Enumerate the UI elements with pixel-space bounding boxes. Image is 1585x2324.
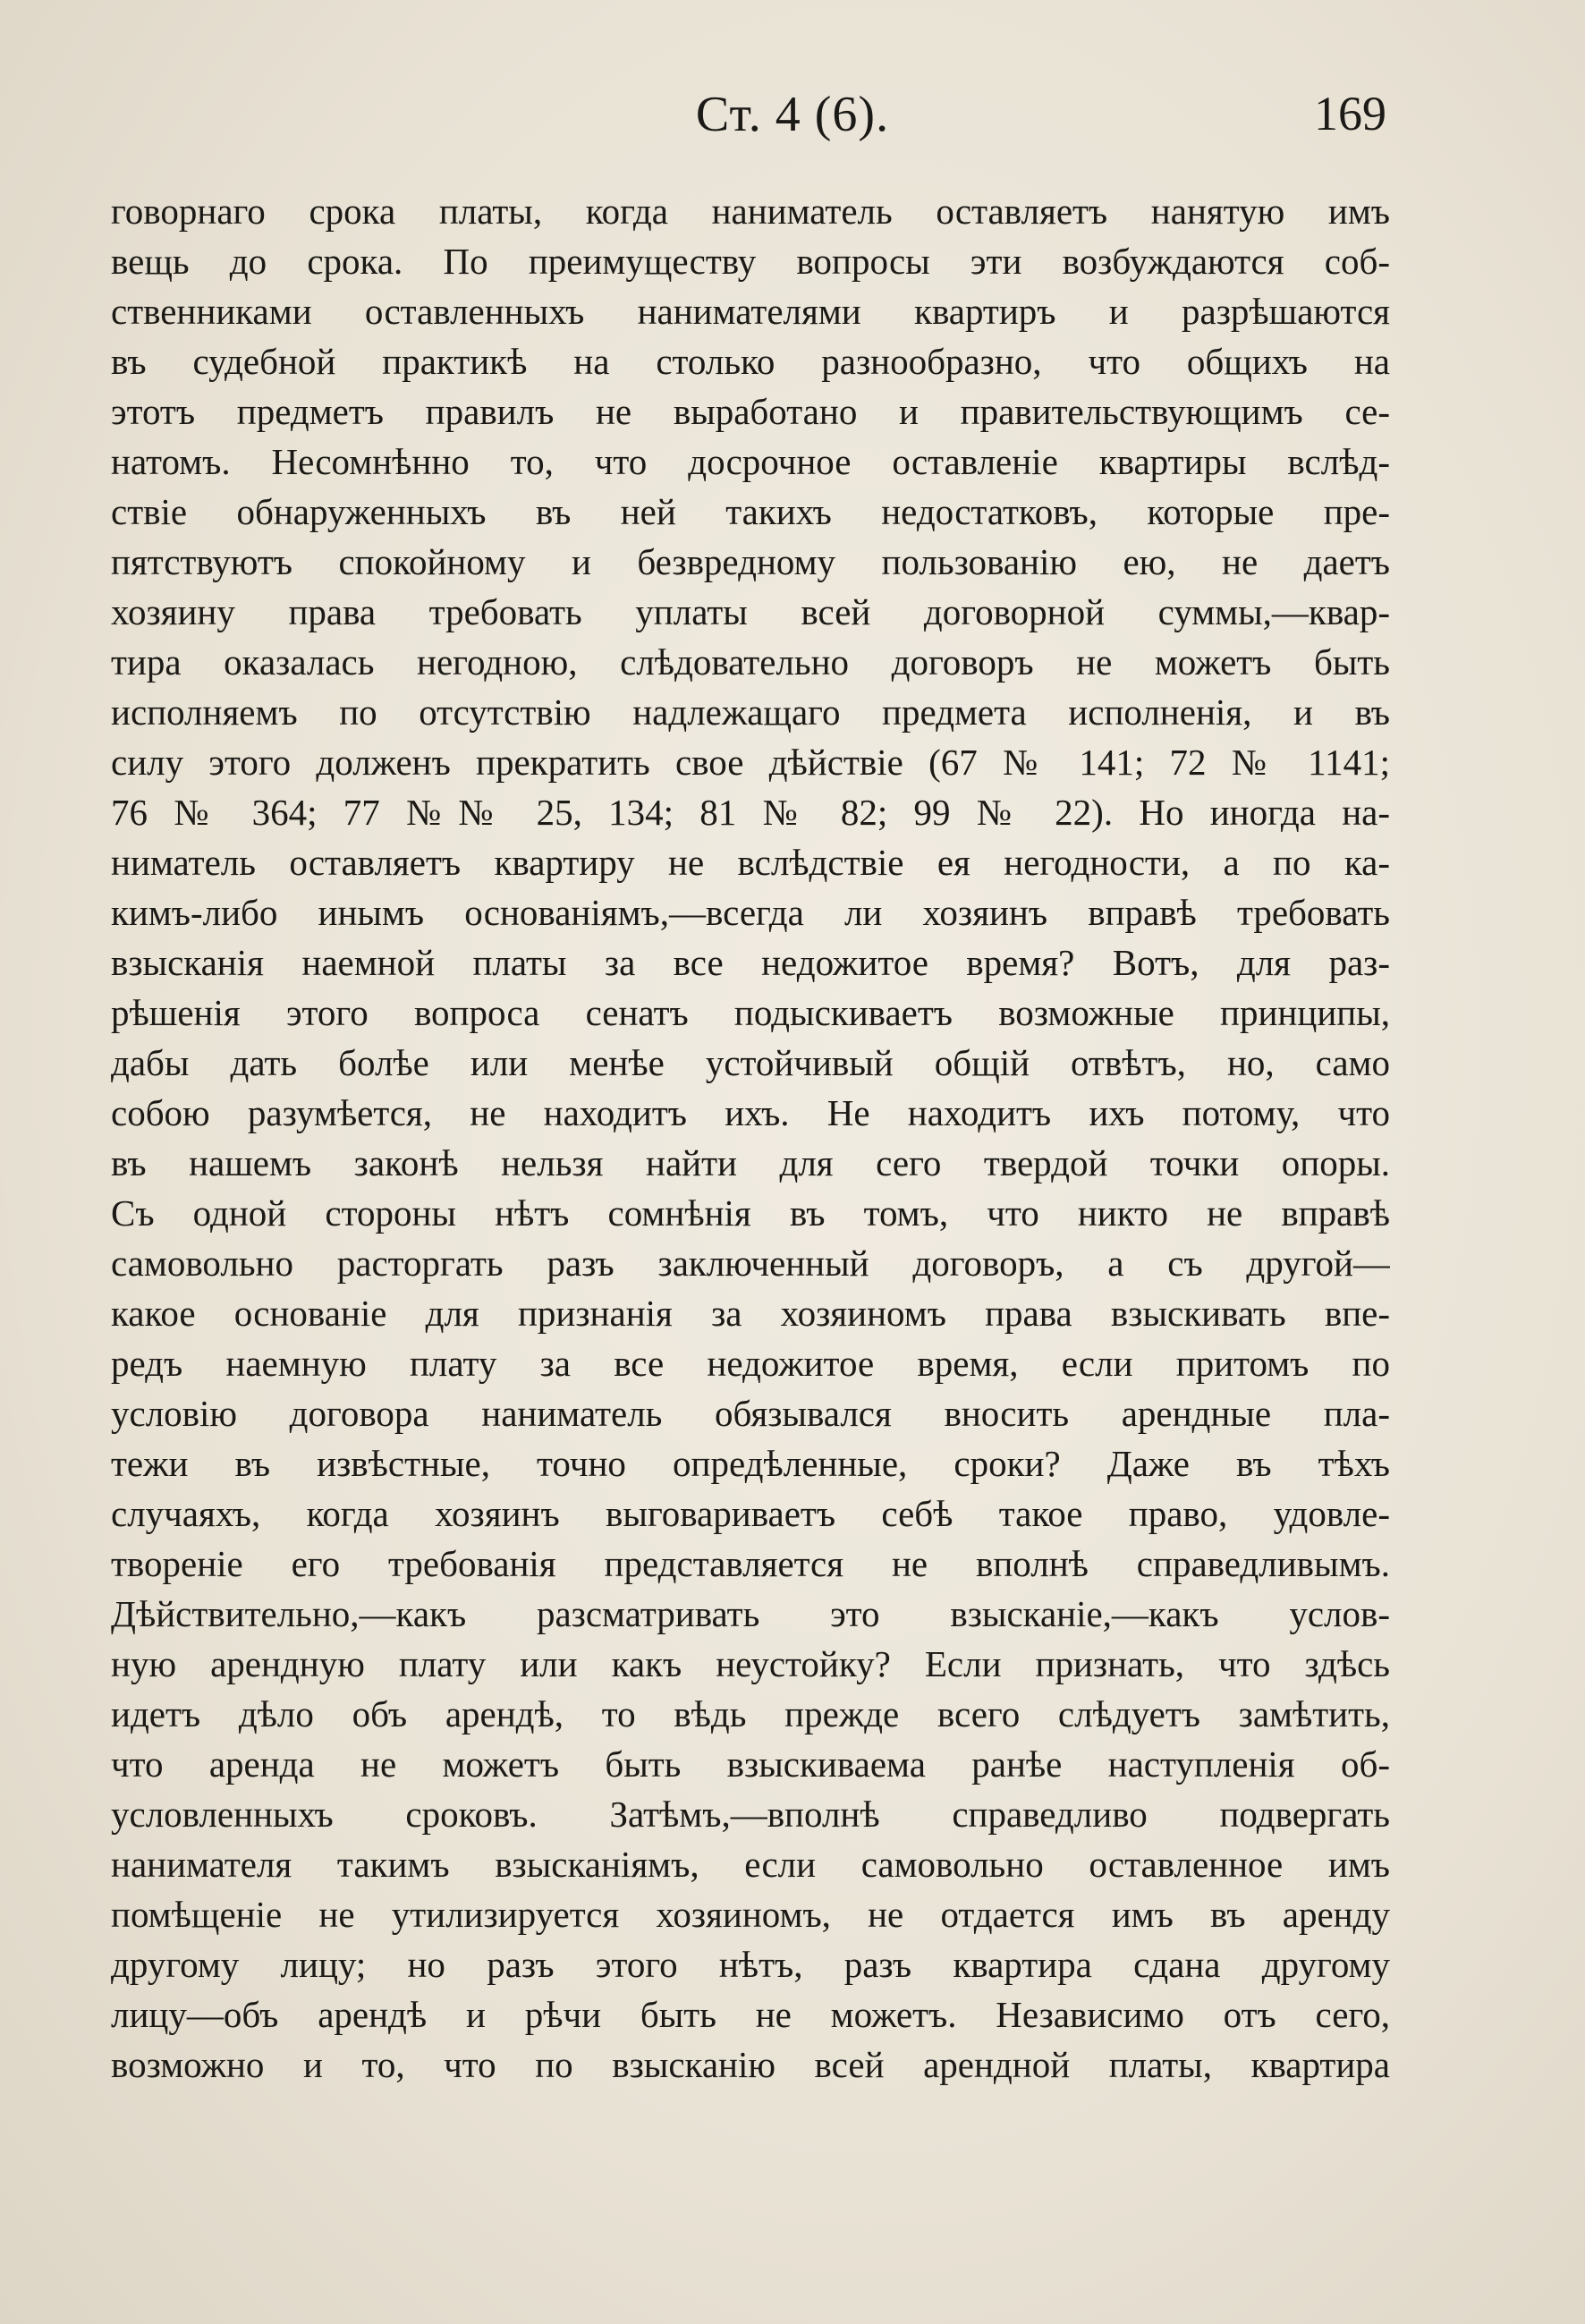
text-line: Съ одной стороны нѣтъ сомнѣнія въ томъ, что никто не вправѣ xyxy=(111,1192,1390,1234)
text-line: говорнаго срока платы, когда наниматель оставляетъ нанятую имъ xyxy=(111,191,1390,232)
text-line: рѣшенія этого вопроса сенатъ подыскиваетъ возможные принципы, xyxy=(111,992,1390,1033)
text-line: кимъ-либо инымъ основаніямъ,—всегда ли хозяинъ вправѣ требовать xyxy=(111,892,1390,933)
text-line: твореніе его требованія представляется не вполнѣ справедливымъ. xyxy=(111,1543,1390,1584)
text-line: какое основаніе для признанія за хозяиномъ права взыскивать впе- xyxy=(111,1293,1390,1334)
text-line: исполняемъ по отсутствію надлежащаго предмета исполненія, и въ xyxy=(111,691,1390,733)
text-line: ниматель оставляетъ квартиру не вслѣдствіе ея негодности, а по ка- xyxy=(111,842,1390,883)
text-line: нанимателя такимъ взысканіямъ, если самовольно оставленное имъ xyxy=(111,1844,1390,1885)
text-line: взысканія наемной платы за все недожитое время? Вотъ, для раз- xyxy=(111,942,1390,983)
text-line: условію договора наниматель обязывался вносить арендные пла- xyxy=(111,1393,1390,1434)
text-line: самовольно расторгать разъ заключенный договоръ, а съ другой— xyxy=(111,1243,1390,1284)
text-line: случаяхъ, когда хозяинъ выговариваетъ себѣ такое право, удовле- xyxy=(111,1493,1390,1534)
text-line: 76 № 364; 77 №№ 25, 134; 81 № 82; 99 № 22). Но иногда на- xyxy=(111,792,1390,833)
text-line: редъ наемную плату за все недожитое время, если притомъ по xyxy=(111,1343,1390,1384)
text-line: условленныхъ сроковъ. Затѣмъ,—вполнѣ справедливо подвергать xyxy=(111,1794,1390,1835)
text-line: вещь до срока. По преимуществу вопросы эти возбуждаются соб- xyxy=(111,241,1390,282)
page-header xyxy=(0,86,1585,148)
text-line: лицу—объ арендѣ и рѣчи быть не можетъ. Независимо отъ сего, xyxy=(111,1994,1390,2035)
text-line: въ судебной практикѣ на столько разнообразно, что общихъ на xyxy=(111,341,1390,382)
text-line: натомъ. Несомнѣнно то, что досрочное оставленіе квартиры вслѣд- xyxy=(111,441,1390,482)
text-line: ную арендную плату или какъ неустойку? Если признать, что здѣсь xyxy=(111,1643,1390,1684)
text-line: тежи въ извѣстные, точно опредѣленные, сроки? Даже въ тѣхъ xyxy=(111,1443,1390,1484)
text-line: ственниками оставленныхъ нанимателями квартиръ и разрѣшаются xyxy=(111,291,1390,332)
running-head: Ст. 4 (6). xyxy=(695,87,890,142)
text-line: собою разумѣется, не находитъ ихъ. Не находитъ ихъ потому, что xyxy=(111,1092,1390,1133)
text-line: дабы дать болѣе или менѣе устойчивый общій отвѣтъ, но, само xyxy=(111,1042,1390,1083)
text-line: Дѣйствительно,—какъ разсматривать это взысканіе,—какъ услов- xyxy=(111,1593,1390,1634)
text-line: идетъ дѣло объ арендѣ, то вѣдь прежде всего слѣдуетъ замѣтить, xyxy=(111,1693,1390,1735)
text-line: ствіе обнаруженныхъ въ ней такихъ недостатковъ, которые пре- xyxy=(111,491,1390,532)
text-line: помѣщеніе не утилизируется хозяиномъ, не отдается имъ въ аренду xyxy=(111,1894,1390,1935)
text-line: пятствуютъ спокойному и безвредному пользованію ею, не даетъ xyxy=(111,541,1390,582)
text-line: тира оказалась негодною, слѣдовательно договоръ не можетъ быть xyxy=(111,641,1390,683)
body-text xyxy=(111,186,1390,2090)
text-line: этотъ предметъ правилъ не выработано и правительствующимъ се- xyxy=(111,391,1390,432)
text-line: другому лицу; но разъ этого нѣтъ, разъ квартира сдана другому xyxy=(111,1944,1390,1985)
text-line: силу этого долженъ прекратить свое дѣйствіе (67 № 141; 72 № 1141; xyxy=(111,742,1390,783)
text-line: въ нашемъ законѣ нельзя найти для сего твердой точки опоры. xyxy=(111,1142,1390,1183)
text-line: что аренда не можетъ быть взыскиваема ранѣе наступленія об- xyxy=(111,1743,1390,1785)
text-line: возможно и то, что по взысканію всей арендной платы, квартира xyxy=(111,2044,1390,2085)
page-number: 169 xyxy=(1314,87,1386,140)
text-line: хозяину права требовать уплаты всей договорной суммы,—квар- xyxy=(111,591,1390,632)
